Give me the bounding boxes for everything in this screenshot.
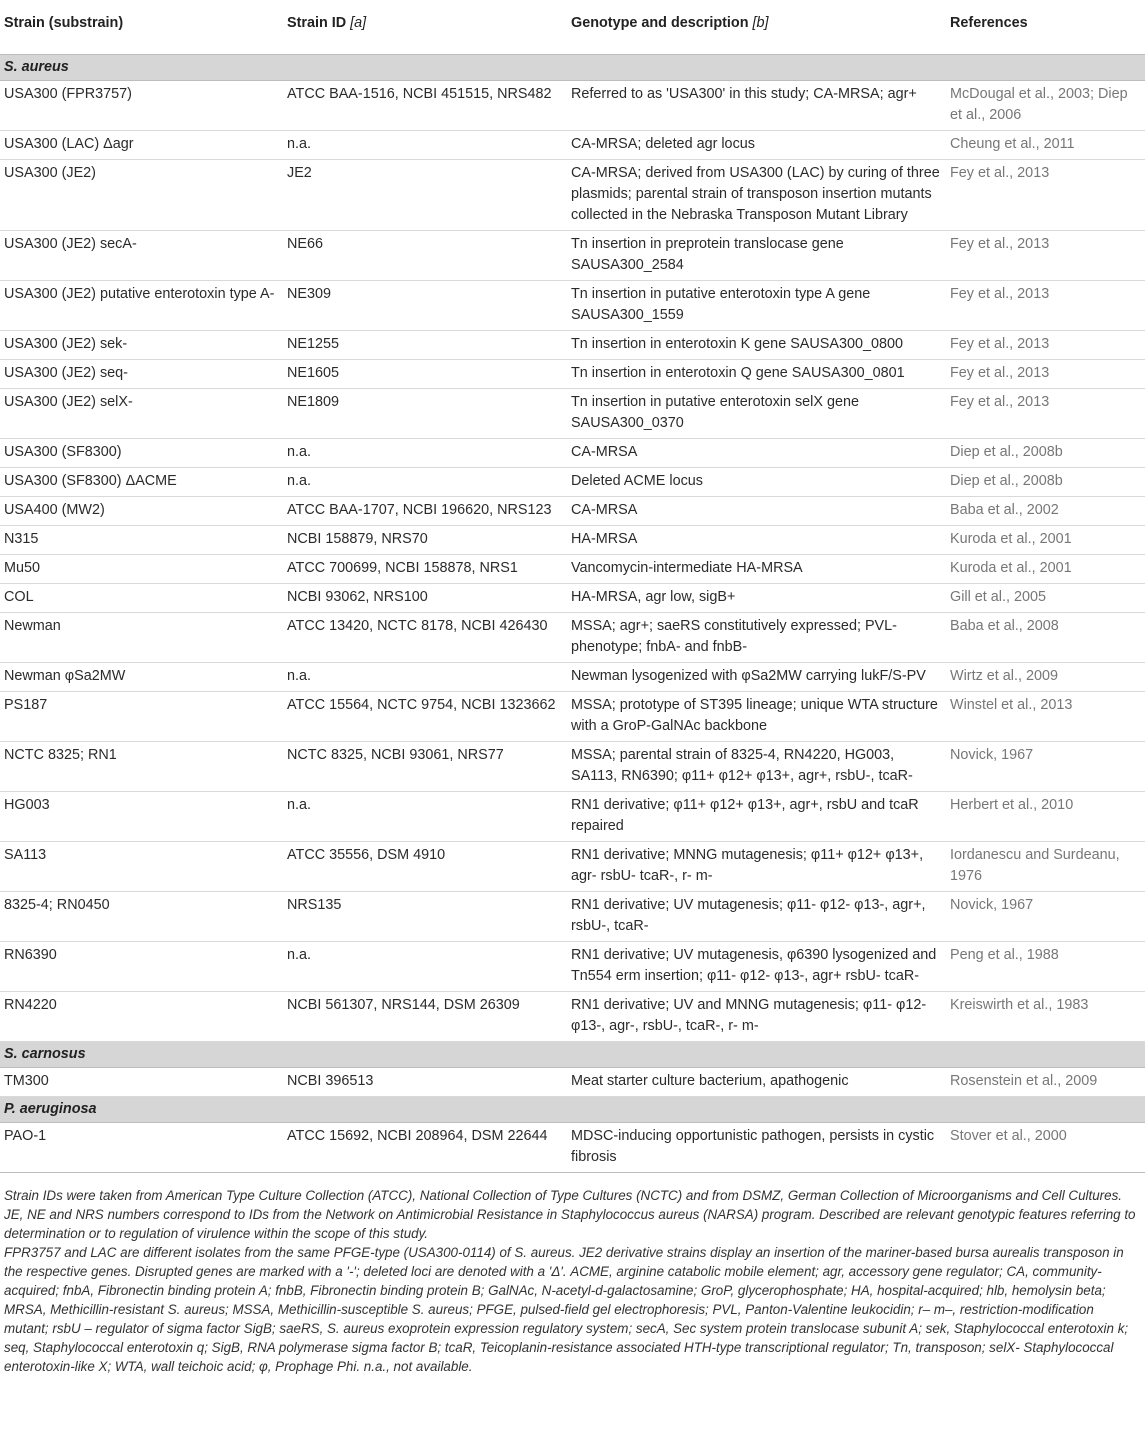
cell-strain: RN4220 bbox=[0, 992, 283, 1042]
cell-reference: Novick, 1967 bbox=[946, 742, 1145, 792]
cell-strain: RN6390 bbox=[0, 942, 283, 992]
cell-strain: N315 bbox=[0, 526, 283, 555]
table-row bbox=[0, 792, 1145, 842]
cell-strain: Newman bbox=[0, 613, 283, 663]
cell-reference: Fey et al., 2013 bbox=[946, 360, 1145, 389]
cell-genotype: Tn insertion in preprotein translocase gene SAUSA300_2584 bbox=[567, 231, 946, 281]
cell-strain-id: n.a. bbox=[283, 468, 567, 497]
cell-strain-id: n.a. bbox=[283, 942, 567, 992]
cell-reference: Gill et al., 2005 bbox=[946, 584, 1145, 613]
cell-strain-id: n.a. bbox=[283, 792, 567, 842]
table-row bbox=[0, 842, 1145, 892]
cell-strain: USA300 (LAC) Δagr bbox=[0, 131, 283, 160]
cell-strain-id: NE1255 bbox=[283, 331, 567, 360]
cell-reference: Fey et al., 2013 bbox=[946, 231, 1145, 281]
table-row bbox=[0, 439, 1145, 468]
cell-genotype: CA-MRSA; deleted agr locus bbox=[567, 131, 946, 160]
cell-reference: Kuroda et al., 2001 bbox=[946, 555, 1145, 584]
header-strain-id-label: Strain ID bbox=[287, 15, 347, 31]
cell-genotype: Vancomycin-intermediate HA-MRSA bbox=[567, 555, 946, 584]
cell-genotype: HA-MRSA bbox=[567, 526, 946, 555]
footnote-1: Strain IDs were taken from American Type Culture Collection (ATCC), National Collection of Type Cultures (NCTC) and from DSMZ, German Collection of Microorganisms and Cell Cultures. JE, NE and NRS numbers correspond to IDs from the Network on Antimicrobial Resistance in Staphylococcus aureus (NARSA) program. Described are relevant genotypic features referring to determination or to regulation of virulence within the scope of this study. bbox=[4, 1188, 1136, 1241]
header-note-a: [a] bbox=[350, 15, 367, 31]
cell-strain: USA300 (JE2) secA- bbox=[0, 231, 283, 281]
cell-reference: Novick, 1967 bbox=[946, 892, 1145, 942]
cell-genotype: Meat starter culture bacterium, apathogenic bbox=[567, 1068, 946, 1097]
cell-strain: 8325-4; RN0450 bbox=[0, 892, 283, 942]
cell-genotype: Tn insertion in putative enterotoxin type A gene SAUSA300_1559 bbox=[567, 281, 946, 331]
cell-strain-id: ATCC 13420, NCTC 8178, NCBI 426430 bbox=[283, 613, 567, 663]
cell-genotype: RN1 derivative; UV mutagenesis, φ6390 lysogenized and Tn554 erm insertion; φ11- φ12- φ13-, agr+ rsbU- tcaR- bbox=[567, 942, 946, 992]
table-row bbox=[0, 497, 1145, 526]
cell-strain-id: n.a. bbox=[283, 131, 567, 160]
cell-strain: COL bbox=[0, 584, 283, 613]
table-row bbox=[0, 231, 1145, 281]
table-header-row bbox=[0, 0, 1145, 55]
cell-reference: Rosenstein et al., 2009 bbox=[946, 1068, 1145, 1097]
cell-strain: USA300 (JE2) putative enterotoxin type A- bbox=[0, 281, 283, 331]
cell-reference: Fey et al., 2013 bbox=[946, 331, 1145, 360]
cell-genotype: CA-MRSA; derived from USA300 (LAC) by curing of three plasmids; parental strain of transposon insertion mutants collected in the Nebraska Transposon Mutant Library bbox=[567, 160, 946, 231]
header-genotype-label: Genotype and description bbox=[571, 15, 749, 31]
cell-genotype: Newman lysogenized with φSa2MW carrying lukF/S-PV bbox=[567, 663, 946, 692]
table-row bbox=[0, 992, 1145, 1042]
header-strain-id bbox=[283, 0, 567, 55]
cell-strain-id: NE1809 bbox=[283, 389, 567, 439]
cell-genotype: MSSA; parental strain of 8325-4, RN4220, HG003, SA113, RN6390; φ11+ φ12+ φ13+, agr+, rsbU-, tcaR- bbox=[567, 742, 946, 792]
cell-strain-id: NCBI 93062, NRS100 bbox=[283, 584, 567, 613]
table-row bbox=[0, 584, 1145, 613]
cell-reference: Peng et al., 1988 bbox=[946, 942, 1145, 992]
cell-reference: Diep et al., 2008b bbox=[946, 468, 1145, 497]
header-strain-label: Strain (substrain) bbox=[4, 15, 124, 31]
table-row bbox=[0, 692, 1145, 742]
table-body bbox=[0, 55, 1145, 1173]
cell-genotype: CA-MRSA bbox=[567, 439, 946, 468]
table-row bbox=[0, 555, 1145, 584]
cell-reference: Baba et al., 2008 bbox=[946, 613, 1145, 663]
cell-reference: Iordanescu and Surdeanu, 1976 bbox=[946, 842, 1145, 892]
table-row bbox=[0, 360, 1145, 389]
table-row bbox=[0, 942, 1145, 992]
cell-genotype: HA-MRSA, agr low, sigB+ bbox=[567, 584, 946, 613]
table-row bbox=[0, 1068, 1145, 1097]
cell-genotype: CA-MRSA bbox=[567, 497, 946, 526]
cell-reference: Wirtz et al., 2009 bbox=[946, 663, 1145, 692]
cell-strain: USA300 (SF8300) ΔACME bbox=[0, 468, 283, 497]
table-row bbox=[0, 389, 1145, 439]
cell-strain: TM300 bbox=[0, 1068, 283, 1097]
cell-reference: Fey et al., 2013 bbox=[946, 160, 1145, 231]
cell-genotype: Referred to as 'USA300' in this study; CA-MRSA; agr+ bbox=[567, 81, 946, 131]
cell-strain-id: NE309 bbox=[283, 281, 567, 331]
cell-genotype: RN1 derivative; MNNG mutagenesis; φ11+ φ12+ φ13+, agr- rsbU- tcaR-, r- m- bbox=[567, 842, 946, 892]
cell-strain-id: ATCC 15692, NCBI 208964, DSM 22644 bbox=[283, 1123, 567, 1173]
footnote-2: FPR3757 and LAC are different isolates from the same PFGE-type (USA300-0114) of S. aureus. JE2 derivative strains display an insertion of the mariner-based bursa aurealis transposon in the respective genes. Disrupted genes are marked with a '-'; deleted loci are denoted with a 'Δ'. ACME, arginine catabolic mobile element; agr, accessory gene regulator; CA, community-acquired; fnbA, Fibronectin binding protein A; fnbB, Fibronectin binding protein B; GalNAc, N-acetyl-d-galactosamine; GroP, glycerophosphate; HA, hospital-acquired; hlb, hemolysin beta; MRSA, Methicillin-resistant S. aureus; MSSA, Methicillin-susceptible S. aureus; PFGE, pulsed-field gel electrophoresis; PVL, Panton-Valentine leukocidin; r– m–, restriction-modification mutant; rsbU – regulator of sigma factor SigB; saeRS, S. aureus exoprotein expression regulatory system; secA, Sec system protein translocase subunit A; sek, Staphylococcal enterotoxin k; seq, Staphylococcal enterotoxin q; SigB, RNA polymerase sigma factor B; tcaR, Teicoplanin-resistance associated HTH-type transcriptional regulator; Tn, transposon; selX- Staphylococcal enterotoxin-like X; WTA, wall teichoic acid; φ, Prophage Phi. n.a., not available. bbox=[4, 1245, 1129, 1374]
cell-strain: USA300 (JE2) bbox=[0, 160, 283, 231]
cell-reference: Baba et al., 2002 bbox=[946, 497, 1145, 526]
cell-strain: PAO-1 bbox=[0, 1123, 283, 1173]
cell-strain-id: NRS135 bbox=[283, 892, 567, 942]
header-note-b: [b] bbox=[752, 15, 769, 31]
cell-reference: Fey et al., 2013 bbox=[946, 389, 1145, 439]
cell-strain: USA300 (JE2) sek- bbox=[0, 331, 283, 360]
table-row bbox=[0, 663, 1145, 692]
table-row bbox=[0, 526, 1145, 555]
cell-genotype: Tn insertion in putative enterotoxin selX gene SAUSA300_0370 bbox=[567, 389, 946, 439]
cell-reference: McDougal et al., 2003; Diep et al., 2006 bbox=[946, 81, 1145, 131]
cell-strain-id: NCTC 8325, NCBI 93061, NRS77 bbox=[283, 742, 567, 792]
table-row bbox=[0, 81, 1145, 131]
cell-strain: SA113 bbox=[0, 842, 283, 892]
table-row bbox=[0, 613, 1145, 663]
cell-genotype: MDSC-inducing opportunistic pathogen, persists in cystic fibrosis bbox=[567, 1123, 946, 1173]
cell-strain-id: n.a. bbox=[283, 663, 567, 692]
header-genotype bbox=[567, 0, 946, 55]
cell-reference: Kreiswirth et al., 1983 bbox=[946, 992, 1145, 1042]
cell-strain-id: ATCC BAA-1707, NCBI 196620, NRS123 bbox=[283, 497, 567, 526]
cell-reference: Winstel et al., 2013 bbox=[946, 692, 1145, 742]
cell-reference: Cheung et al., 2011 bbox=[946, 131, 1145, 160]
cell-reference: Diep et al., 2008b bbox=[946, 439, 1145, 468]
section-row bbox=[0, 1042, 1145, 1068]
section-title: P. aeruginosa bbox=[0, 1097, 1145, 1123]
cell-genotype: RN1 derivative; UV mutagenesis; φ11- φ12- φ13-, agr+, rsbU-, tcaR- bbox=[567, 892, 946, 942]
cell-genotype: RN1 derivative; UV and MNNG mutagenesis; φ11- φ12- φ13-, agr-, rsbU-, tcaR-, r- m- bbox=[567, 992, 946, 1042]
table-row bbox=[0, 281, 1145, 331]
cell-strain: HG003 bbox=[0, 792, 283, 842]
cell-reference: Stover et al., 2000 bbox=[946, 1123, 1145, 1173]
cell-strain-id: NE66 bbox=[283, 231, 567, 281]
section-title: S. aureus bbox=[0, 55, 1145, 81]
table-footnotes bbox=[0, 1173, 1145, 1376]
cell-genotype: Tn insertion in enterotoxin K gene SAUSA300_0800 bbox=[567, 331, 946, 360]
section-title: S. carnosus bbox=[0, 1042, 1145, 1068]
cell-strain-id: NCBI 561307, NRS144, DSM 26309 bbox=[283, 992, 567, 1042]
cell-strain: USA300 (FPR3757) bbox=[0, 81, 283, 131]
header-strain bbox=[0, 0, 283, 55]
cell-genotype: Deleted ACME locus bbox=[567, 468, 946, 497]
section-row bbox=[0, 55, 1145, 81]
table-row bbox=[0, 742, 1145, 792]
cell-strain: Newman φSa2MW bbox=[0, 663, 283, 692]
table-row bbox=[0, 160, 1145, 231]
cell-strain-id: NCBI 158879, NRS70 bbox=[283, 526, 567, 555]
cell-reference: Fey et al., 2013 bbox=[946, 281, 1145, 331]
header-references bbox=[946, 0, 1145, 55]
table-row bbox=[0, 468, 1145, 497]
cell-strain-id: NE1605 bbox=[283, 360, 567, 389]
header-references-label: References bbox=[950, 15, 1028, 31]
cell-strain-id: ATCC 15564, NCTC 9754, NCBI 1323662 bbox=[283, 692, 567, 742]
cell-strain: USA300 (JE2) selX- bbox=[0, 389, 283, 439]
cell-strain: USA400 (MW2) bbox=[0, 497, 283, 526]
table-row bbox=[0, 131, 1145, 160]
cell-strain: Mu50 bbox=[0, 555, 283, 584]
cell-strain-id: n.a. bbox=[283, 439, 567, 468]
cell-strain: USA300 (JE2) seq- bbox=[0, 360, 283, 389]
cell-strain: USA300 (SF8300) bbox=[0, 439, 283, 468]
cell-strain-id: NCBI 396513 bbox=[283, 1068, 567, 1097]
cell-genotype: MSSA; prototype of ST395 lineage; unique WTA structure with a GroP-GalNAc backbone bbox=[567, 692, 946, 742]
cell-genotype: MSSA; agr+; saeRS constitutively expressed; PVL-phenotype; fnbA- and fnbB- bbox=[567, 613, 946, 663]
cell-strain: NCTC 8325; RN1 bbox=[0, 742, 283, 792]
cell-reference: Kuroda et al., 2001 bbox=[946, 526, 1145, 555]
section-row bbox=[0, 1097, 1145, 1123]
cell-strain-id: ATCC BAA-1516, NCBI 451515, NRS482 bbox=[283, 81, 567, 131]
cell-genotype: Tn insertion in enterotoxin Q gene SAUSA300_0801 bbox=[567, 360, 946, 389]
cell-strain-id: ATCC 35556, DSM 4910 bbox=[283, 842, 567, 892]
table-row bbox=[0, 331, 1145, 360]
cell-strain: PS187 bbox=[0, 692, 283, 742]
cell-strain-id: ATCC 700699, NCBI 158878, NRS1 bbox=[283, 555, 567, 584]
table-row bbox=[0, 892, 1145, 942]
cell-strain-id: JE2 bbox=[283, 160, 567, 231]
cell-genotype: RN1 derivative; φ11+ φ12+ φ13+, agr+, rsbU and tcaR repaired bbox=[567, 792, 946, 842]
cell-reference: Herbert et al., 2010 bbox=[946, 792, 1145, 842]
table-row bbox=[0, 1123, 1145, 1173]
